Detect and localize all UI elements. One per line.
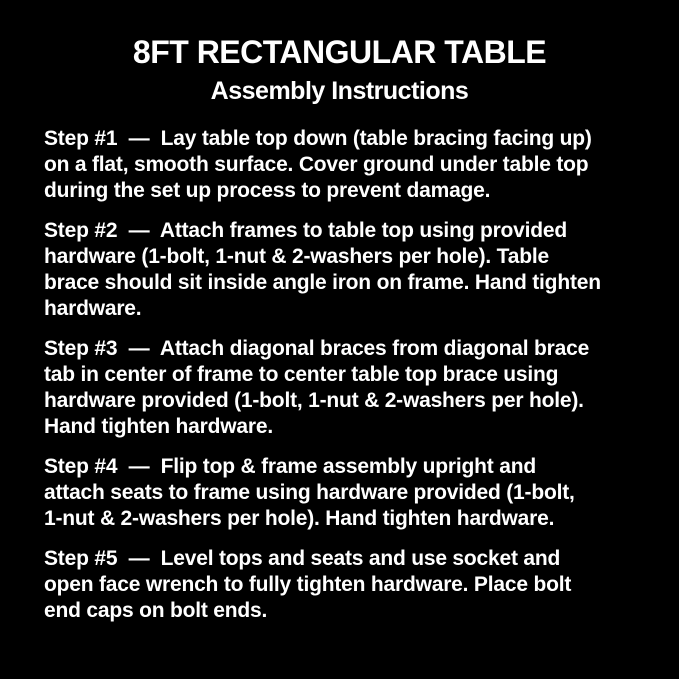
page-title: 8FT RECTANGULAR TABLE (132, 34, 547, 70)
text-line: tab in center of frame to center table top brace using (44, 363, 559, 386)
step-1 (44, 126, 659, 204)
step-5 (44, 546, 659, 624)
text-line: hardware. (44, 297, 142, 320)
text-line: open face wrench to fully tighten hardware. Place bolt (44, 573, 572, 596)
text-line: 1-nut & 2-washers per hole). Hand tighten hardware. (44, 507, 555, 530)
text-line: attach seats to frame using hardware provided (1-bolt, (44, 481, 575, 504)
text-line: hardware provided (1-bolt, 1-nut & 2-washers per hole). (44, 389, 584, 412)
step-3 (44, 336, 659, 440)
step-4 (44, 454, 659, 532)
text-line: end caps on bolt ends. (44, 599, 268, 622)
text-line: Step #2 — Attach frames to table top using provided (44, 219, 568, 242)
steps-list (0, 126, 679, 624)
text-line: Step #4 — Flip top & frame assembly upright and (44, 455, 536, 478)
step-2 (44, 218, 659, 322)
text-line: during the set up process to prevent damage. (44, 179, 491, 202)
text-line: Step #5 — Level tops and seats and use socket and (44, 547, 561, 570)
text-line: Step #1 — Lay table top down (table bracing facing up) (44, 127, 592, 150)
text-line: Hand tighten hardware. (44, 415, 273, 438)
text-line: on a flat, smooth surface. Cover ground under table top (44, 153, 589, 176)
text-line: Step #3 — Attach diagonal braces from diagonal brace (44, 337, 590, 360)
header (0, 0, 679, 106)
text-line: hardware (1-bolt, 1-nut & 2-washers per hole). Table (44, 245, 549, 268)
text-line: brace should sit inside angle iron on frame. Hand tighten (44, 271, 601, 294)
page-subtitle: Assembly Instructions (210, 77, 469, 105)
